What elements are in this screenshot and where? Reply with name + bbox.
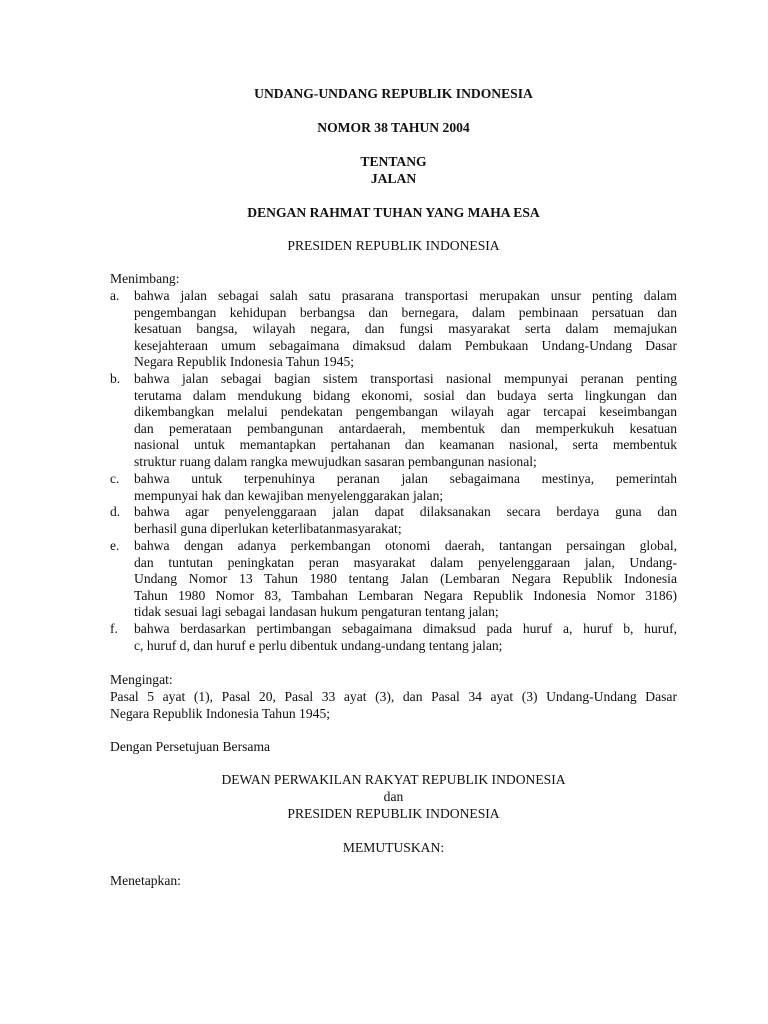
item-line: mempunyai hak dan kewajiban menyelenggarakan jalan; xyxy=(134,487,444,503)
mengingat-label: Mengingat: xyxy=(110,672,173,687)
item-letter: e. xyxy=(110,538,120,553)
item-line: struktur ruang dalam rangka mewujudkan sasaran pembangunan nasional; xyxy=(134,454,537,469)
item-line: bahwa jalan sebagai salah satu prasarana transportasi merupakan unsur penting dalam xyxy=(134,288,677,303)
item-line: terutama dalam mendukung bidang ekonomi, sosial dan budaya serta lingkungan dan xyxy=(134,387,677,403)
item-letter: b. xyxy=(110,371,121,386)
president-heading: PRESIDEN REPUBLIK INDONESIA xyxy=(287,238,500,253)
item-letter: f. xyxy=(110,621,118,636)
item-letter: c. xyxy=(110,471,120,486)
about-label: TENTANG xyxy=(360,154,427,169)
item-line: bahwa berdasarkan pertimbangan sebagaimana dimaksud pada huruf a, huruf b, huruf, xyxy=(134,621,677,636)
item-line: bahwa dengan adanya perkembangan otonomi daerah, tantangan persaingan global, xyxy=(134,538,677,553)
law-subject: JALAN xyxy=(370,171,417,186)
item-line: Undang Nomor 13 Tahun 1980 tentang Jalan (Lembaran Negara Republik Indonesia xyxy=(134,571,677,587)
item-line: bahwa jalan sebagai bagian sistem transportasi nasional mempunyai peranan penting xyxy=(134,371,677,386)
approval-text: Dengan Persetujuan Bersama xyxy=(110,739,271,754)
item-line: dan tuntutan peningkatan peran masyarakat dalam penyelenggaraan jalan, Undang- xyxy=(134,554,677,570)
item-line: Tahun 1980 Nomor 83, Tambahan Lembaran Negara Republik Indonesia Nomor 3186) xyxy=(134,587,677,603)
item-line: dikembangkan melalui pendekatan pengembangan wilayah agar tercapai keseimbangan xyxy=(134,404,677,420)
item-line: tidak sesuai lagi sebagai landasan hukum pengaturan tentang jalan; xyxy=(134,604,499,620)
establish-label: Menetapkan: xyxy=(110,873,181,888)
dpr-heading: DEWAN PERWAKILAN RAKYAT REPUBLIK INDONESIA xyxy=(221,772,566,787)
law-number: NOMOR 38 TAHUN 2004 xyxy=(317,120,470,135)
and-text: dan xyxy=(383,789,404,804)
item-line: Negara Republik Indonesia Tahun 1945; xyxy=(134,354,355,370)
president-heading-2: PRESIDEN REPUBLIK INDONESIA xyxy=(287,806,500,821)
decide-heading: MEMUTUSKAN: xyxy=(342,840,445,855)
mengingat-line: Pasal 5 ayat (1), Pasal 20, Pasal 33 ayat (3), dan Pasal 34 ayat (3) Undang-Undang Dasar xyxy=(110,689,677,704)
mengingat-line: Negara Republik Indonesia Tahun 1945; xyxy=(110,706,331,721)
law-title: UNDANG-UNDANG REPUBLIK INDONESIA xyxy=(254,86,533,101)
item-letter: d. xyxy=(110,504,121,519)
item-line: c, huruf d, dan huruf e perlu dibentuk undang-undang tentang jalan; xyxy=(134,637,503,653)
item-line: kesatuan bangsa, wilayah negara, dan fungsi masyarakat serta dalam memajukan xyxy=(134,321,677,337)
item-line: bahwa untuk terpenuhinya peranan jalan sebagaimana mestinya, pemerintah xyxy=(134,471,677,486)
item-line: bahwa agar penyelenggaraan jalan dapat dilaksanakan secara berdaya guna dan xyxy=(134,504,677,519)
item-letter: a. xyxy=(110,288,120,303)
item-line: nasional untuk memantapkan pertahanan dan keamanan nasional, serta membentuk xyxy=(134,437,677,453)
menimbang-label: Menimbang: xyxy=(110,271,180,286)
item-line: berhasil guna diperlukan keterlibatanmasyarakat; xyxy=(134,520,402,536)
item-line: dan pemerataan pembangunan antardaerah, membentuk dan memperkukuh kesatuan xyxy=(134,420,677,436)
grace-heading: DENGAN RAHMAT TUHAN YANG MAHA ESA xyxy=(247,205,540,220)
item-line: kesejahteraan umum sebagaimana dimaksud dalam Pembukaan Undang-Undang Dasar xyxy=(134,337,677,353)
item-line: pengembangan kehidupan berbangsa dan bernegara, dalam pembinaan persatuan dan xyxy=(134,304,677,320)
